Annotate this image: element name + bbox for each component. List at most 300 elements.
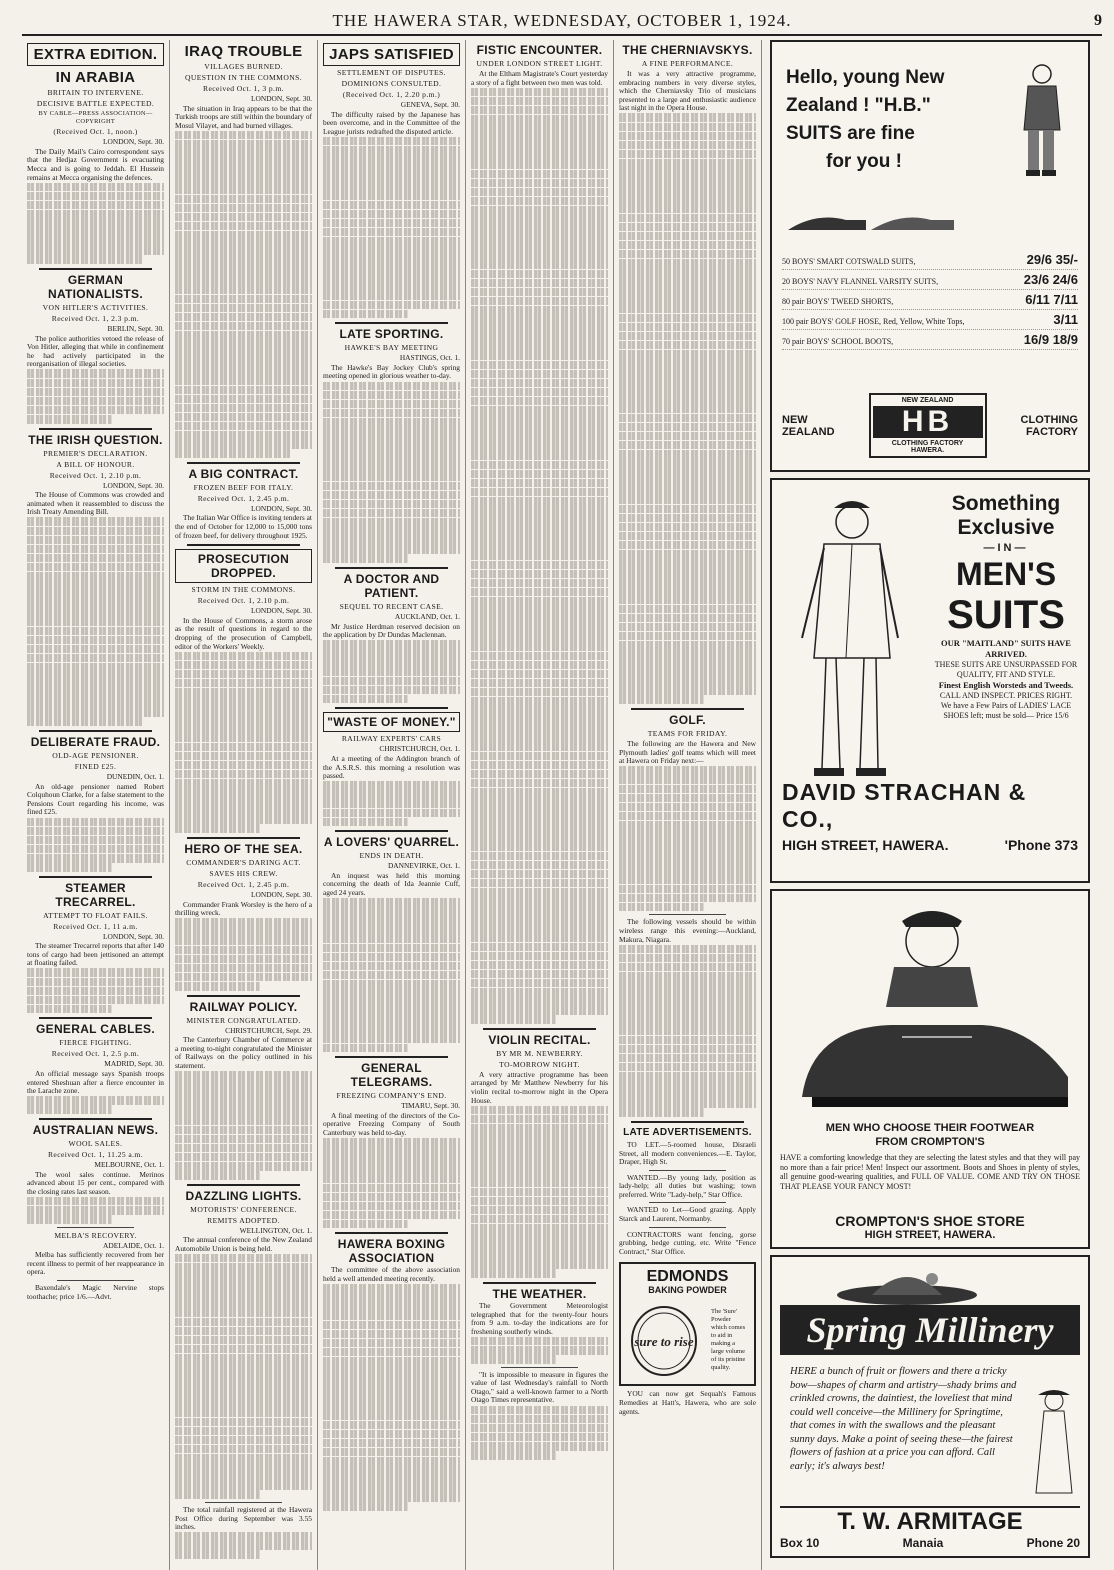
text-line-placeholder — [471, 842, 608, 851]
text-line-placeholder — [175, 1153, 312, 1162]
text-line-placeholder — [323, 1311, 460, 1320]
text-line-placeholder — [323, 649, 460, 658]
divider — [649, 1170, 726, 1171]
text-line-placeholder — [619, 559, 756, 568]
text-line-placeholder — [27, 397, 164, 406]
text-line-placeholder — [323, 164, 460, 173]
article-lead: The steamer Trecarrel reports that after 140 tons of cargo had been jettisoned an attempt at floating failed. — [27, 941, 164, 968]
text-line-placeholder — [471, 133, 608, 142]
text-line-placeholder — [27, 255, 142, 264]
text-line-placeholder — [175, 204, 312, 213]
divider — [335, 1056, 448, 1058]
text-line-placeholder — [175, 936, 312, 945]
text-line-placeholder — [175, 918, 312, 927]
received-line: Received Oct. 1, 11 a.m. — [53, 921, 138, 931]
text-line-placeholder — [471, 624, 608, 633]
text-line-placeholder — [471, 370, 608, 379]
text-line-placeholder — [175, 1490, 260, 1499]
text-line-placeholder — [619, 505, 756, 514]
text-line-placeholder — [27, 219, 164, 228]
text-line-placeholder — [619, 468, 756, 477]
text-line-placeholder — [619, 286, 756, 295]
text-line-placeholder — [175, 331, 312, 340]
text-line-placeholder — [323, 137, 460, 146]
text-line-placeholder — [471, 424, 608, 433]
text-line-placeholder — [323, 237, 460, 246]
article-lead: The annual conference of the New Zealand Automobile Union is being held. — [175, 1235, 312, 1253]
text-line-placeholder — [27, 563, 164, 572]
text-line-placeholder — [323, 1348, 460, 1357]
text-line-placeholder — [619, 981, 756, 990]
text-line-placeholder — [27, 645, 164, 654]
headline-iraq-trouble: IRAQ TROUBLE — [184, 43, 303, 60]
text-line-placeholder — [619, 523, 756, 532]
lady-figure-icon — [1030, 1387, 1078, 1497]
text-line-placeholder — [175, 1327, 312, 1336]
text-line-placeholder — [175, 1098, 312, 1107]
text-line-placeholder — [175, 679, 312, 688]
text-line-placeholder — [471, 1160, 608, 1169]
headline-dazzling-lights: DAZZLING LIGHTS. — [185, 1188, 302, 1203]
text-line-placeholder — [323, 454, 460, 463]
text-line-placeholder — [175, 413, 312, 422]
text-line-placeholder — [323, 264, 460, 273]
received-line: Received Oct. 1, 2.45 p.m. — [197, 493, 290, 503]
text-line-placeholder — [323, 201, 460, 210]
text-line-placeholder — [323, 667, 460, 676]
text-line-placeholder — [471, 333, 608, 342]
column-4 — [466, 40, 614, 1570]
text-line-placeholder — [175, 1472, 312, 1481]
text-line-placeholder — [175, 1454, 312, 1463]
headline-late-advertisements: LATE ADVERTISEMENTS. — [623, 1126, 752, 1138]
page-number: 9 — [1094, 12, 1102, 29]
text-line-placeholder — [175, 815, 312, 824]
text-line-placeholder — [175, 973, 312, 982]
subhead: SAVES HIS CREW. — [209, 868, 278, 878]
text-line-placeholder — [471, 888, 608, 897]
headline-violin-recital: VIOLIN RECITAL. — [488, 1032, 591, 1047]
text-line-placeholder — [619, 141, 756, 150]
text-line-placeholder — [619, 514, 756, 523]
text-line-placeholder — [323, 1475, 460, 1484]
text-line-placeholder — [619, 277, 756, 286]
text-line-placeholder — [619, 830, 756, 839]
text-line-placeholder — [27, 672, 164, 681]
dateline: AUCKLAND, Oct. 1. — [394, 611, 460, 621]
text-line-placeholder — [175, 1290, 312, 1299]
strachan-copy: Something Exclusive —IN— MEN'S SUITS OUR "MAITLAND" SUITS HAVE ARRIVED. THESE SUITS ARE UNSURPASSED FOR QUALITY, FIT AND STYLE. Finest English Worsteds and Tweeds. CALL AND INSPECT. PRICES RIGHT. We have a Few Pairs of LADIES' LACE SHOES left; must be sold— Price 15/6 — [934, 492, 1078, 720]
text-line-placeholder — [471, 551, 608, 560]
text-line-placeholder — [175, 1445, 312, 1454]
text-line-placeholder — [323, 282, 460, 291]
text-line-placeholder — [175, 431, 312, 440]
article-lead: The Canterbury Chamber of Commerce at a meeting to-night congratulated the Minister of Railways on the policy outlined in his statement. — [175, 1035, 312, 1070]
text-line-placeholder — [27, 608, 164, 617]
text-line-placeholder — [323, 1466, 460, 1475]
headline-hawera-boxing-association: HAWERA BOXING ASSOCIATION — [337, 1237, 446, 1266]
kicker-extra-edition: EXTRA EDITION. — [27, 43, 164, 66]
text-line-placeholder — [175, 276, 312, 285]
dateline: CHRISTCHURCH, Sept. 29. — [225, 1025, 312, 1035]
text-line-placeholder — [471, 597, 608, 606]
text-line-placeholder — [619, 168, 756, 177]
text-line-placeholder — [323, 219, 460, 228]
subhead: OLD-AGE PENSIONER. — [52, 751, 139, 761]
headline-german-nationalists: GERMAN NATIONALISTS. — [47, 273, 143, 301]
price-row: 50 BOYS' SMART COTSWALD SUITS, 29/6 35/- — [782, 250, 1078, 270]
text-line-placeholder — [323, 301, 460, 310]
text-line-placeholder — [619, 395, 756, 404]
text-line-placeholder — [323, 1457, 460, 1466]
text-line-placeholder — [471, 515, 608, 524]
dateline: DUNEDIN, Oct. 1. — [106, 772, 164, 782]
text-line-placeholder — [175, 131, 312, 140]
text-line-placeholder — [323, 400, 460, 409]
text-line-placeholder — [471, 715, 608, 724]
text-line-placeholder — [323, 1411, 460, 1420]
text-line-placeholder — [323, 1147, 460, 1156]
classified-ad: TO LET.—5-roomed house, Disraeli Street, all modern conveniences.—E. Taylor, Draper, High St. — [619, 1139, 756, 1167]
text-line-placeholder — [471, 1015, 556, 1024]
text-line-placeholder — [619, 903, 704, 912]
cromptons-advertisement — [770, 889, 1090, 1249]
text-line-placeholder — [471, 188, 608, 197]
text-line-placeholder — [619, 323, 756, 332]
divider — [335, 567, 448, 569]
text-line-placeholder — [175, 376, 312, 385]
text-line-placeholder — [323, 1044, 408, 1053]
text-line-placeholder — [323, 1034, 460, 1043]
hb-price-list — [782, 250, 1078, 350]
headline-railway-policy: RAILWAY POLICY. — [189, 999, 298, 1014]
text-line-placeholder — [619, 341, 756, 350]
text-line-placeholder — [619, 195, 756, 204]
text-line-placeholder — [471, 1260, 608, 1269]
text-line-placeholder — [175, 340, 312, 349]
dateline: HASTINGS, Oct. 1. — [399, 353, 460, 363]
text-line-placeholder — [471, 633, 608, 642]
text-line-placeholder — [323, 427, 460, 436]
text-line-placeholder — [175, 240, 312, 249]
text-line-placeholder — [27, 536, 164, 545]
text-line-placeholder — [175, 404, 312, 413]
text-line-placeholder — [27, 527, 164, 536]
subhead: UNDER LONDON STREET LIGHT. — [476, 59, 603, 68]
cable-credit: BY CABLE—PRESS ASSOCIATION—COPYRIGHT — [38, 110, 153, 125]
text-line-placeholder — [471, 733, 608, 742]
text-line-placeholder — [619, 999, 756, 1008]
text-line-placeholder — [471, 379, 608, 388]
text-line-placeholder — [175, 761, 312, 770]
text-line-placeholder — [323, 1339, 460, 1348]
text-line-placeholder — [27, 987, 164, 996]
text-line-placeholder — [175, 367, 312, 376]
text-line-placeholder — [323, 1493, 460, 1502]
text-line-placeholder — [27, 388, 164, 397]
text-line-placeholder — [471, 488, 608, 497]
text-line-placeholder — [619, 495, 756, 504]
text-line-placeholder — [471, 142, 608, 151]
text-line-placeholder — [619, 541, 756, 550]
text-line-placeholder — [175, 670, 312, 679]
text-line-placeholder — [175, 946, 312, 955]
gentleman-figure-icon — [778, 488, 918, 788]
text-line-placeholder — [619, 214, 756, 223]
text-line-placeholder — [27, 599, 164, 608]
hb-clothing-advertisement — [770, 40, 1090, 472]
text-line-placeholder — [619, 304, 756, 313]
text-line-placeholder — [175, 1336, 312, 1345]
article-lead: In the House of Commons, a storm arose as the result of questions in regard to the dropping of the prosecution of Campbell, editor of the Workers' Weekly. — [175, 615, 312, 651]
text-line-placeholder — [175, 1427, 312, 1436]
text-line-placeholder — [471, 761, 608, 770]
text-line-placeholder — [619, 821, 756, 830]
text-line-placeholder — [323, 536, 460, 545]
text-line-placeholder — [619, 1054, 756, 1063]
cromptons-body: HAVE a comforting knowledge that they are selecting the latest styles and that they will pay no more than a fair price! Men! Inspect our assortment. Boots and Shoes in plenty of styles, all genuine good-wearing qualities, and FULL OF VALUE. COME AND TRY ON THOSE THAT PLEASE YOUR FANCY MOST! — [780, 1153, 1080, 1191]
text-line-placeholder — [471, 533, 608, 542]
dateline: ADELAIDE, Oct. 1. — [103, 1240, 164, 1250]
text-line-placeholder — [471, 151, 608, 160]
text-line-placeholder — [619, 414, 756, 423]
dateline: WELLINGTON, Oct. 1. — [239, 1225, 312, 1235]
text-line-placeholder — [471, 470, 608, 479]
text-line-placeholder — [471, 1269, 556, 1278]
divider — [39, 1017, 152, 1019]
text-line-placeholder — [619, 486, 756, 495]
text-line-placeholder — [471, 852, 608, 861]
text-line-placeholder — [619, 894, 756, 903]
text-line-placeholder — [323, 1211, 460, 1220]
text-line-placeholder — [175, 267, 312, 276]
text-line-placeholder — [27, 836, 164, 845]
article-lead: At the Eltham Magistrate's Court yesterday a story of a fight between two men was told. — [471, 69, 608, 87]
text-line-placeholder — [175, 788, 312, 797]
text-line-placeholder — [471, 106, 608, 115]
text-line-placeholder — [619, 250, 756, 259]
subhead: DECISIVE BATTLE EXPECTED. — [36, 99, 155, 108]
text-line-placeholder — [471, 497, 608, 506]
text-line-placeholder — [471, 206, 608, 215]
text-line-placeholder — [471, 1206, 608, 1215]
text-line-placeholder — [175, 440, 312, 449]
text-line-placeholder — [323, 1384, 460, 1393]
text-line-placeholder — [27, 369, 164, 378]
text-line-placeholder — [471, 297, 608, 306]
subhead: TEAMS FOR FRIDAY. — [647, 729, 728, 739]
subhead: SETTLEMENT OF DISPUTES. — [337, 68, 446, 77]
divider — [39, 1118, 152, 1120]
text-line-placeholder — [27, 415, 112, 424]
text-line-placeholder — [471, 1133, 608, 1142]
text-line-placeholder — [175, 1116, 312, 1125]
divider — [335, 322, 448, 324]
text-line-placeholder — [175, 752, 312, 761]
text-line-placeholder — [471, 1233, 608, 1242]
text-line-placeholder — [471, 833, 608, 842]
text-line-placeholder — [175, 1463, 312, 1472]
subhead: FREEZING COMPANY'S END. — [336, 1091, 447, 1101]
text-line-placeholder — [175, 1481, 312, 1490]
text-line-placeholder — [323, 989, 460, 998]
text-line-placeholder — [471, 224, 608, 233]
text-line-placeholder — [323, 962, 460, 971]
text-line-placeholder — [175, 258, 312, 267]
text-line-placeholder — [323, 472, 460, 481]
text-line-placeholder — [619, 866, 756, 875]
subhead: SEQUEL TO RECENT CASE. — [339, 601, 444, 611]
text-line-placeholder — [175, 1541, 312, 1550]
headline-japs-satisfied: JAPS SATISFIED — [323, 43, 460, 66]
text-line-placeholder — [619, 459, 756, 468]
received-line: Received Oct. 1, 2.45 p.m. — [197, 879, 290, 889]
text-line-placeholder — [175, 149, 312, 158]
text-line-placeholder — [175, 806, 312, 815]
text-line-placeholder — [323, 155, 460, 164]
divider — [483, 1028, 596, 1030]
text-line-placeholder — [175, 770, 312, 779]
text-line-placeholder — [619, 450, 756, 459]
price-row: 20 BOYS' NAVY FLANNEL VARSITY SUITS, 23/6 24/6 — [782, 270, 1078, 290]
shipping-note: The following vessels should be within wireless range this evening:—Auckland, Makura, Niagara. — [619, 917, 756, 944]
text-line-placeholder — [175, 1135, 312, 1144]
text-line-placeholder — [323, 799, 460, 808]
headline-the-cherniavskys: THE CHERNIAVSKYS. — [622, 43, 753, 57]
subhead: BY MR M. NEWBERRY. — [496, 1048, 583, 1058]
text-line-placeholder — [619, 432, 756, 441]
text-line-placeholder — [323, 907, 460, 916]
column-1 — [22, 40, 170, 1570]
text-line-placeholder — [619, 1108, 704, 1117]
dateline: BERLIN, Sept. 30. — [107, 324, 164, 333]
text-line-placeholder — [27, 818, 164, 827]
text-line-placeholder — [619, 623, 756, 632]
text-line-placeholder — [323, 246, 460, 255]
text-line-placeholder — [471, 251, 608, 260]
text-line-placeholder — [471, 661, 608, 670]
text-line-placeholder — [175, 1144, 312, 1153]
text-line-placeholder — [175, 652, 312, 661]
text-line-placeholder — [471, 433, 608, 442]
text-line-placeholder — [175, 964, 312, 973]
text-line-placeholder — [323, 500, 460, 509]
text-line-placeholder — [175, 1318, 312, 1327]
text-line-placeholder — [323, 436, 460, 445]
text-line-placeholder — [323, 491, 460, 500]
baking-powder-tin-icon — [629, 1304, 699, 1378]
text-line-placeholder — [323, 1393, 460, 1402]
text-line-placeholder — [27, 228, 164, 237]
text-line-placeholder — [619, 1063, 756, 1072]
text-line-placeholder — [323, 382, 460, 391]
text-line-placeholder — [471, 943, 608, 952]
text-line-placeholder — [619, 1036, 756, 1045]
text-line-placeholder — [471, 797, 608, 806]
text-line-placeholder — [619, 803, 756, 812]
divider — [39, 428, 152, 430]
edmonds-advertisement — [619, 1262, 756, 1386]
text-line-placeholder — [619, 550, 756, 559]
text-line-placeholder — [27, 699, 164, 708]
text-line-placeholder — [175, 158, 312, 167]
divider — [649, 1202, 726, 1203]
text-line-placeholder — [175, 213, 312, 222]
text-line-placeholder — [471, 233, 608, 242]
text-line-placeholder — [323, 1025, 460, 1034]
edmonds-product: BAKING POWDER — [648, 1285, 727, 1296]
text-line-placeholder — [619, 377, 756, 386]
dateline: CHRISTCHURCH, Oct. 1. — [379, 744, 460, 754]
text-line-placeholder — [323, 409, 460, 418]
text-line-placeholder — [27, 210, 164, 219]
text-line-placeholder — [471, 415, 608, 424]
classified-ad: WANTED.—By young lady, position as lady-help; all duties but washing; town preferred. Write "Lady-help," Star Office. — [619, 1172, 756, 1199]
text-line-placeholder — [323, 1502, 408, 1511]
text-line-placeholder — [27, 237, 164, 246]
text-line-placeholder — [323, 1421, 460, 1430]
text-line-placeholder — [175, 1107, 312, 1116]
text-line-placeholder — [471, 1124, 608, 1133]
dateline: LONDON, Sept. 30. — [251, 606, 312, 616]
text-line-placeholder — [471, 215, 608, 224]
headline-lovers-quarrel: A LOVERS' QUARREL. — [323, 835, 460, 850]
divider — [631, 1121, 744, 1123]
text-line-placeholder — [471, 542, 608, 551]
divider — [501, 1367, 578, 1368]
text-line-placeholder — [471, 351, 608, 360]
text-line-placeholder — [619, 785, 756, 794]
text-line-placeholder — [175, 1126, 312, 1135]
text-line-placeholder — [175, 1381, 312, 1390]
text-line-placeholder — [175, 797, 312, 806]
text-line-placeholder — [323, 527, 460, 536]
text-line-placeholder — [619, 295, 756, 304]
text-line-placeholder — [175, 349, 312, 358]
text-line-placeholder — [175, 955, 312, 964]
subhead: MINISTER CONGRATULATED. — [186, 1015, 301, 1025]
text-line-placeholder — [471, 479, 608, 488]
article-lead: The Daily Mail's Cairo correspondent says that the Hedjaz Government is evacuating Mecca and is going to Jeddah. El Hussein remains at Mecca organising the defences. — [27, 146, 164, 182]
subhead: ATTEMPT TO FLOAT FAILS. — [43, 910, 148, 920]
text-line-placeholder — [27, 863, 112, 872]
text-line-placeholder — [471, 642, 608, 651]
text-line-placeholder — [619, 794, 756, 803]
text-line-placeholder — [471, 288, 608, 297]
text-line-placeholder — [619, 1017, 756, 1026]
text-line-placeholder — [323, 1220, 408, 1229]
divider — [205, 1502, 282, 1503]
text-line-placeholder — [619, 177, 756, 186]
text-line-placeholder — [27, 406, 164, 415]
divider — [649, 914, 726, 915]
text-line-placeholder — [27, 717, 142, 726]
text-line-placeholder — [175, 1354, 312, 1363]
dateline: LONDON, Sept. 30. — [103, 931, 164, 941]
text-line-placeholder — [471, 1224, 608, 1233]
text-line-placeholder — [323, 191, 460, 200]
column-2 — [170, 40, 318, 1570]
text-line-placeholder — [471, 342, 608, 351]
text-line-placeholder — [619, 1081, 756, 1090]
headline-general-cables: GENERAL CABLES. — [36, 1022, 155, 1037]
subhead: FIERCE FIGHTING. — [59, 1038, 132, 1048]
divider — [187, 462, 300, 464]
article-lead: An old-age pensioner named Robert Colquhoun Clarke, for a false statement to the Pensions Court regarding his income, was fined £25. — [27, 781, 164, 817]
text-line-placeholder — [471, 770, 608, 779]
hose-and-shoes-icon — [786, 210, 956, 234]
text-line-placeholder — [471, 461, 608, 470]
